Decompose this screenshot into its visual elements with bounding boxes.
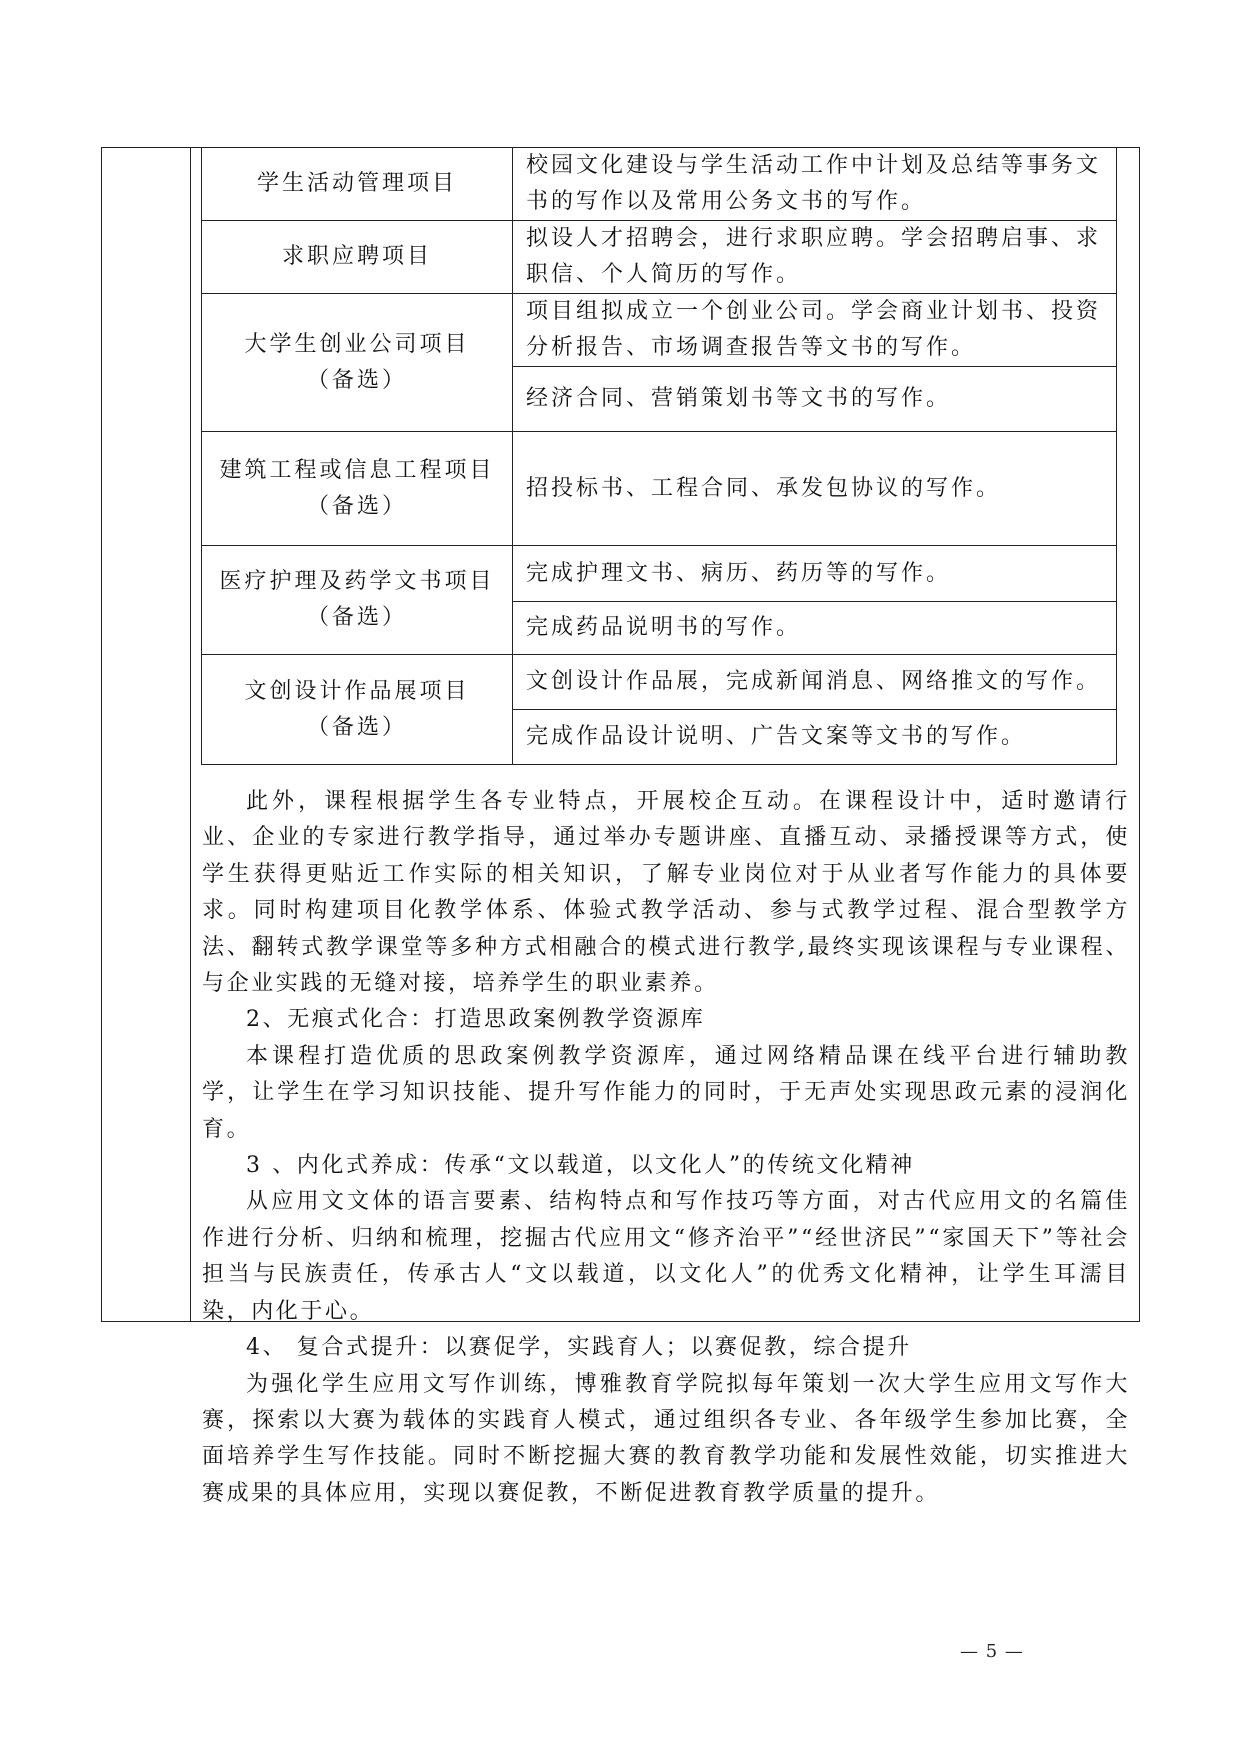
- optional-label: （备选）: [306, 714, 407, 740]
- project-name: 医疗护理及药学文书项目: [219, 569, 495, 594]
- paragraph-competition: 为强化学生应用文写作训练，博雅教育学院拟每年策划一次大学生应用文写作大赛，探索以大赛为载体的实践育人模式，通过组织各专业、各年级学生参加比赛，全面培养学生写作技能。同时不断挖掘大赛的教育教学功能和发展性效能，切实推进大赛成果的具体应用，实现以赛促教，不断促进教育教学质量的提升。: [202, 1371, 1130, 1506]
- desc-cell: 校园文化建设与学生活动工作中计划及总结等事务文书的写作以及常用公务文书的写作。: [513, 148, 1117, 221]
- body-text: [202, 784, 1130, 1512]
- desc-cell: 完成药品说明书的写作。: [513, 602, 1117, 655]
- page-number: — 5 —: [960, 1641, 1024, 1662]
- paragraph-traditional-culture: 从应用文文体的语言要素、结构特点和写作技巧等方面，对古代应用文的名篇佳作进行分析、归纳和梳理，挖掘古代应用文“修齐治平”“经世济民”“家国天下”等社会担当与民族责任，传承古人“文以载道，以文化人”的优秀文化精神，让学生耳濡目染，内化于心。: [202, 1189, 1130, 1324]
- optional-label: （备选）: [306, 493, 407, 519]
- paragraph-school-enterprise: 此外，课程根据学生各专业特点，开展校企互动。在课程设计中，适时邀请行业、企业的专家进行教学指导，通过举办专题讲座、直播互动、录播授课等方式，使学生获得更贴近工作实际的相关知识，了解专业岗位对于从业者写作能力的具体要求。同时构建项目化教学体系、体验式教学活动、参与式教学过程、混合型教学方法、翻转式教学课堂等多种方式相融合的模式进行教学,最终实现该课程与专业课程、与企业实践的无缝对接，培养学生的职业素养。: [202, 789, 1130, 997]
- project-cell: [202, 294, 513, 432]
- table-row: [202, 432, 1117, 546]
- project-name: 学生活动管理项目: [256, 171, 457, 196]
- desc-cell: 完成作品设计说明、广告文案等文书的写作。: [513, 710, 1117, 765]
- optional-label: （备选）: [306, 367, 407, 393]
- table-row: [202, 546, 1117, 602]
- paragraph-ideology-case-library: 本课程打造优质的思政案例教学资源库，通过网络精品课在线平台进行辅助教学，让学生在学习知识技能、提升写作能力的同时，于无声处实现思政元素的浸润化育。: [202, 1043, 1130, 1142]
- heading-traditional-culture: 3 、内化式养成：传承“文以载道，以文化人”的传统文化精神: [246, 1153, 915, 1179]
- project-name: 建筑工程或信息工程项目: [219, 457, 495, 483]
- heading-ideology-case-library: 2、无痕式化合：打造思政案例教学资源库: [246, 1007, 706, 1033]
- project-cell: [202, 221, 513, 294]
- table-row: [202, 221, 1117, 294]
- desc-cell: 文创设计作品展，完成新闻消息、网络推文的写作。: [513, 655, 1117, 710]
- project-cell: [202, 432, 513, 546]
- project-name: 求职应聘项目: [281, 244, 432, 269]
- optional-label: （备选）: [306, 605, 407, 630]
- project-cell: [202, 655, 513, 765]
- desc-cell: 项目组拟成立一个创业公司。学会商业计划书、投资分析报告、市场调查报告等文书的写作。: [513, 294, 1117, 367]
- table-row: [202, 655, 1117, 710]
- project-table: [201, 147, 1117, 765]
- desc-cell: 经济合同、营销策划书等文书的写作。: [513, 367, 1117, 432]
- outer-column-divider: [190, 147, 191, 1322]
- project-name: 文创设计作品展项目: [244, 678, 470, 704]
- project-name: 大学生创业公司项目: [244, 331, 470, 357]
- desc-cell: 拟设人才招聘会，进行求职应聘。学会招聘启事、求职信、个人简历的写作。: [513, 221, 1117, 294]
- desc-cell: 招投标书、工程合同、承发包协议的写作。: [513, 432, 1117, 546]
- desc-cell: 完成护理文书、病历、药历等的写作。: [513, 546, 1117, 602]
- project-cell: [202, 546, 513, 655]
- table-row: [202, 148, 1117, 221]
- heading-competition: 4、 复合式提升：以赛促学，实践育人；以赛促教，综合提升: [246, 1335, 912, 1361]
- project-cell: [202, 148, 513, 221]
- table-row: [202, 294, 1117, 367]
